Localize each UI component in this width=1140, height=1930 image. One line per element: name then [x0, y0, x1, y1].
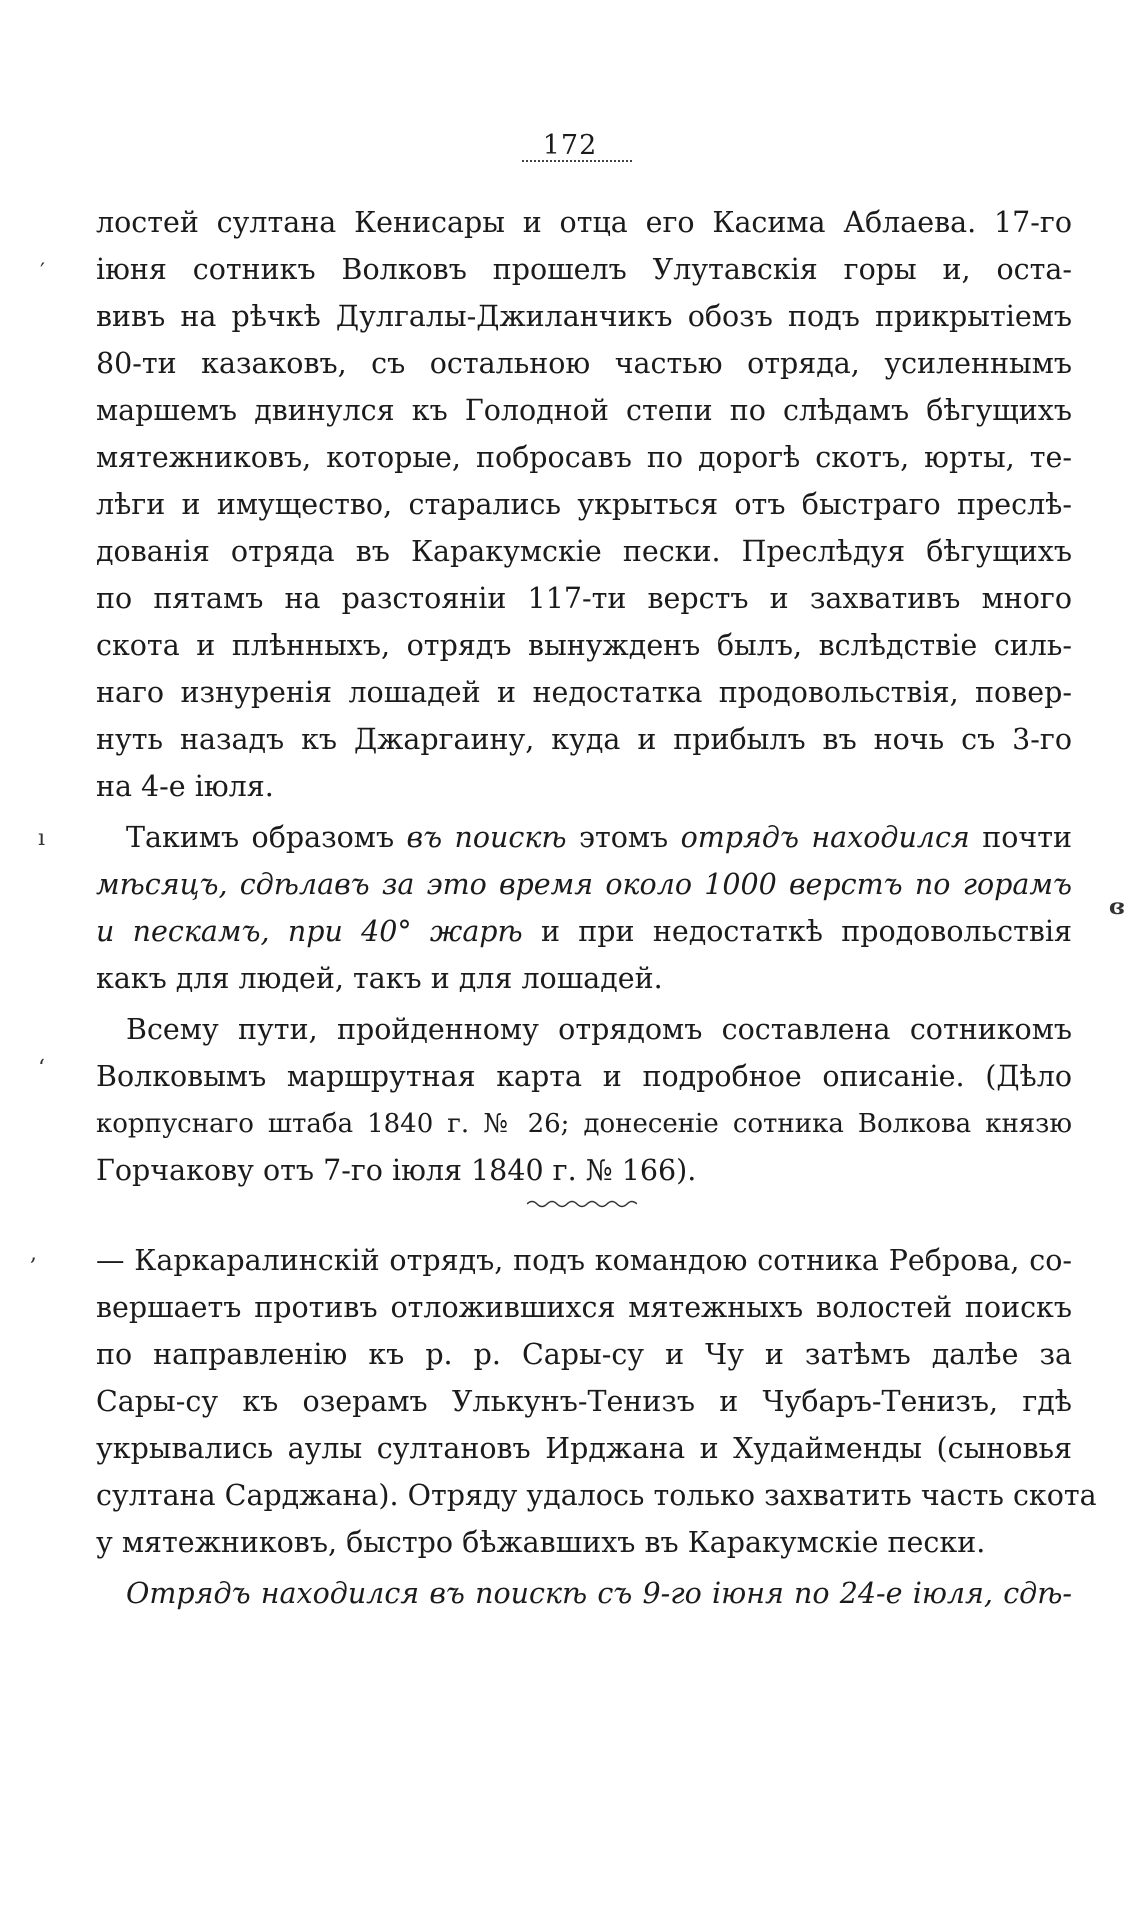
text-line: маршемъ двинулся къ Голодной степи по слѣдамъ бѣгущихъ — [96, 394, 1072, 427]
text-line: Всему пути, пройденному отрядомъ составлена сотникомъ — [126, 1013, 1072, 1046]
section-divider — [527, 1199, 637, 1209]
text-line: наго изнуренія лошадей и недостатка продовольствія, повер- — [96, 676, 1072, 709]
scan-speck: ′ — [40, 260, 45, 285]
scan-speck: ɞ — [1109, 894, 1125, 920]
italic-run: въ поискѣ — [406, 821, 567, 854]
text-line: — Каркаралинскій отрядъ, подъ командою сотника Реброва, со- — [96, 1244, 1072, 1277]
scan-speck: ı — [38, 826, 46, 851]
text-line: Волковымъ маршрутная карта и подробное описаніе. (Дѣло — [96, 1060, 1072, 1093]
text-line: 80-ти казаковъ, съ остальною частью отряда, усиленнымъ — [96, 347, 1072, 380]
italic-run: отрядъ находился — [680, 821, 970, 854]
text-line: корпуснаго штаба 1840 г. № 26; донесеніе сотника Волкова князю — [96, 1109, 1072, 1139]
text-line: Сары-су къ озерамъ Улькунъ-Тенизъ и Чубаръ-Тенизъ, гдѣ — [96, 1385, 1072, 1418]
text-run: этомъ — [566, 821, 681, 854]
page-number-dotted-rule — [522, 160, 632, 162]
italic-run: мѣсяцъ, сдѣлавъ за это время около 1000 верстъ по горамъ — [96, 868, 1072, 901]
text-run: и при недостаткѣ продовольствія — [522, 915, 1072, 948]
text-line-italic — [96, 862, 1072, 908]
text-line: по пятамъ на разстояніи 117-ти верстъ и захвативъ много — [96, 582, 1072, 615]
text-line: укрывались аулы султановъ Ирджана и Худайменды (сыновья — [96, 1432, 1072, 1465]
text-line: у мятежниковъ, быстро бѣжавшихъ въ Каракумскіе пески. — [96, 1526, 986, 1559]
scan-speck: , — [30, 1241, 37, 1266]
text-line: султана Сарджана). Отряду удалось только захватить часть скота — [96, 1479, 1097, 1512]
text-run: Такимъ образомъ — [126, 821, 407, 854]
italic-run: и пескамъ, при 40° жарѣ — [96, 915, 523, 948]
text-line: на 4-е іюля. — [96, 770, 274, 803]
text-line: какъ для людей, такъ и для лошадей. — [96, 962, 663, 995]
text-line: вивъ на рѣчкѣ Дулгалы-Джиланчикъ обозъ подъ прикрытіемъ — [96, 300, 1072, 333]
text-line: нуть назадъ къ Джаргаину, куда и прибылъ въ ночь съ 3-го — [96, 723, 1072, 756]
text-line-italic: Отрядъ находился въ поискѣ съ 9-го іюня по 24-е іюля, сдѣ- — [126, 1577, 1072, 1610]
text-line: Горчакову отъ 7-го іюля 1840 г. № 166). — [96, 1154, 697, 1187]
text-line: лостей султана Кенисары и отца его Касима Аблаева. 17-го — [96, 206, 1072, 239]
text-line: вершаетъ противъ отложившихся мятежныхъ волостей поискъ — [96, 1291, 1072, 1324]
text-line-mixed — [126, 815, 1072, 861]
text-line: іюня сотникъ Волковъ прошелъ Улутавскія горы и, оста- — [96, 253, 1072, 286]
text-line-mixed — [96, 909, 1072, 955]
text-line: дованія отряда въ Каракумскіе пески. Преслѣдуя бѣгущихъ — [96, 535, 1072, 568]
text-line: лѣги и имущество, старались укрыться отъ быстраго преслѣ- — [96, 488, 1072, 521]
text-run: почти — [969, 821, 1072, 854]
scan-speck: ‘ — [38, 1056, 45, 1081]
text-line: мятежниковъ, которые, побросавъ по дорогѣ скотъ, юрты, те- — [96, 441, 1072, 474]
page-number: 172 — [542, 130, 598, 161]
text-line: скота и плѣнныхъ, отрядъ вынужденъ былъ, вслѣдствіе силь- — [96, 629, 1072, 662]
text-line: по направленію къ р. р. Сары-су и Чу и затѣмъ далѣе за — [96, 1338, 1072, 1371]
